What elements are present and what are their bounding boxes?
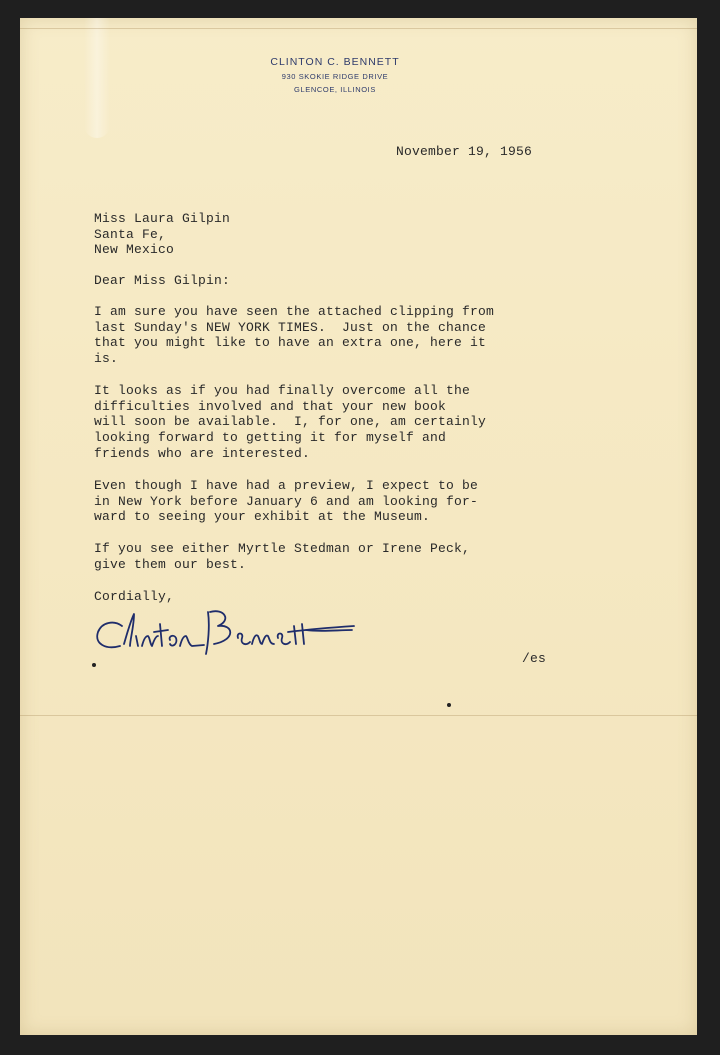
handwritten-signature	[84, 590, 374, 660]
letterhead	[210, 56, 460, 94]
letterhead-name: CLINTON C. BENNETT	[270, 56, 400, 68]
body-paragraph-2: It looks as if you had finally overcome all the difficulties involved and that your new book will soon be available. I, for one, am certainly looking forward to getting it for myself and friends who are interested.	[94, 383, 487, 461]
letter-page	[20, 18, 697, 1035]
fold-line	[20, 715, 697, 716]
letterhead-city: GLENCOE, ILLINOIS	[294, 85, 376, 94]
recipient-name: Miss Laura Gilpin	[94, 211, 231, 226]
closing: Cordially,	[94, 589, 175, 604]
body-paragraph-1: I am sure you have seen the attached clipping from last Sunday's NEW YORK TIMES. Just on the chance that you might like to have an extra one, here it is.	[94, 304, 495, 367]
fold-line	[20, 28, 697, 29]
ink-speck	[447, 703, 451, 707]
paperclip-mark	[84, 18, 110, 138]
recipient-address	[94, 211, 230, 258]
letter-date: November 19, 1956	[396, 144, 533, 159]
recipient-state: New Mexico	[94, 242, 175, 258]
salutation: Dear Miss Gilpin:	[94, 273, 231, 288]
typist-initials: /es	[522, 651, 547, 666]
ink-speck	[92, 663, 96, 667]
letterhead-street: 930 SKOKIE RIDGE DRIVE	[281, 72, 389, 81]
body-paragraph-4: If you see either Myrtle Stedman or Irene Peck, give them our best.	[94, 541, 471, 572]
body-paragraph-3: Even though I have had a preview, I expect to be in New York before January 6 and am looking for- ward to seeing your exhibit at the Museum.	[94, 478, 479, 525]
recipient-city: Santa Fe,	[94, 226, 167, 242]
